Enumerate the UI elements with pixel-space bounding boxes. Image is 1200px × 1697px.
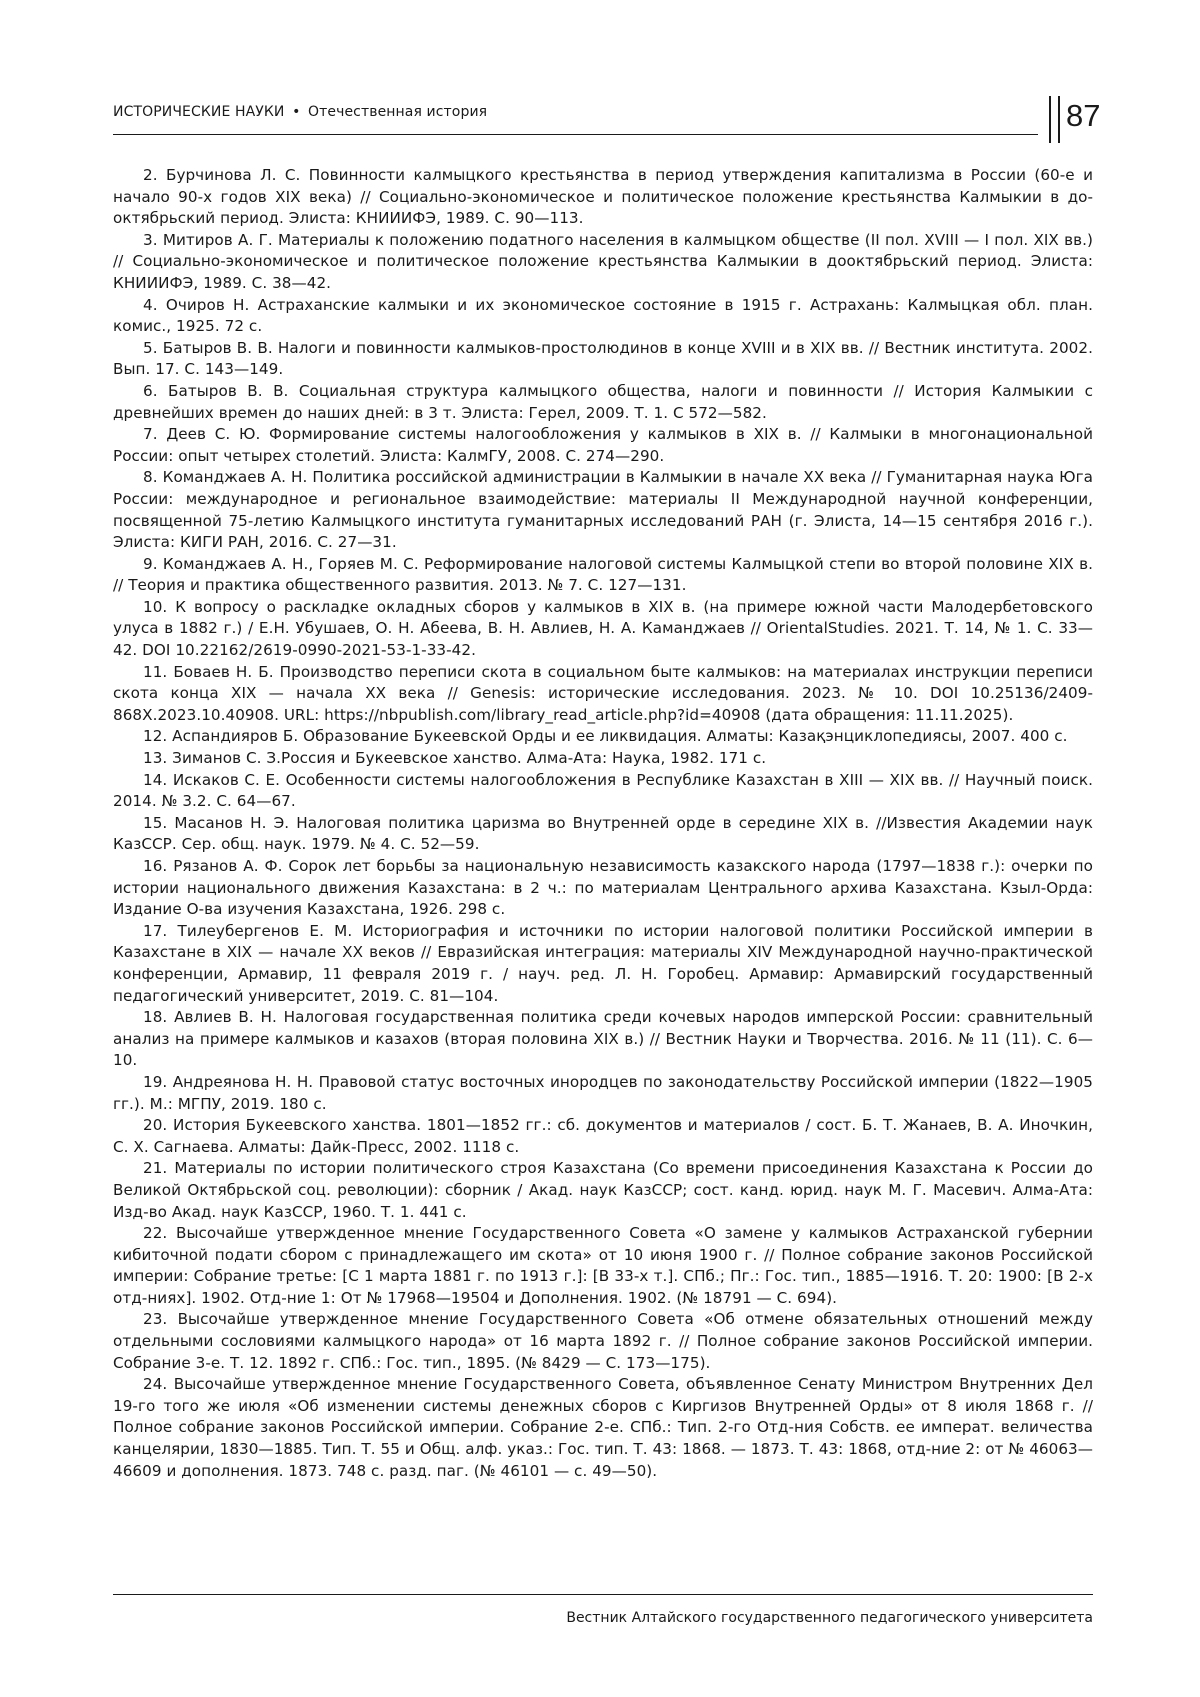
reference-item: 23. Высочайше утвержденное мнение Государственного Совета «Об отмене обязательных отношений между отдельными сословиями калмыцкого народа» от 16 марта 1892 г. // Полное собрание законов Российской империи. Собрание 3-е. Т. 12. 1892 г. СПб.: Гос. тип., 1895. (№ 8429 — С. 173—175). — [113, 1310, 1093, 1372]
reference-item: 17. Тилеубергенов Е. М. Историография и источники по истории налоговой политики Российской империи в Казахстане в XIX — начале XX веков // Евразийская интеграция: материалы XIV Международной научно-практической конференции, Армавир, 11 февраля 2019 г. / науч. ред. Л. Н. Горобец. Армавир: Армавирский государственный педагогический университет, 2019. С. 81—104. — [113, 921, 1093, 1005]
header-separator: • — [292, 104, 301, 120]
reference-list — [113, 165, 1093, 1482]
page-number: 87 — [1066, 98, 1101, 133]
reference-item: 20. История Букеевского ханства. 1801—1852 гг.: сб. документов и материалов / сост. Б. Т. Жанаев, В. А. Иночкин, С. Х. Сагнаева. Алматы: Дайк-Пресс, 2002. 1118 с. — [113, 1116, 1093, 1156]
reference-item: 11. Боваев Н. Б. Производство переписи скота в социальном быте калмыков: на материалах инструкции переписи скота конца XIX — начала XX века // Genesis: исторические исследования. 2023. № 10. DOI 10.25136/2409-868X.2023.10.40908. URL: https://nbpublish.com/library_read_article.php?id=40908 (дата обращения: 11.11.2025). — [113, 662, 1093, 724]
reference-item: 7. Деев С. Ю. Формирование системы налогообложения у калмыков в XIX в. // Калмыки в многонациональной России: опыт четырех столетий. Элиста: КалмГУ, 2008. С. 274—290. — [113, 425, 1093, 465]
reference-item: 24. Высочайше утвержденное мнение Государственного Совета, объявленное Сенату Министром Внутренних Дел 19-го того же июля «Об изменении системы денежных сборов с Киргизов Внутренней Орды» от 8 июля 1868 г. // Полное собрание законов Российской империи. Собрание 2-е. СПб.: Тип. 2-го Отд-ния Собств. ее императ. величества канцелярии, 1830—1885. Тип. Т. 55 и Общ. алф. указ.: Гос. тип. Т. 43: 1868. — 1873. Т. 43: 1868, отд-ние 2: от № 46063—46609 и дополнения. 1873. 748 с. разд. паг. (№ 46101 — с. 49—50). — [113, 1375, 1093, 1480]
reference-item: 19. Андреянова Н. Н. Правовой статус восточных инородцев по законодательству Российской империи (1822—1905 гг.). М.: МГПУ, 2019. 180 с. — [113, 1072, 1093, 1113]
reference-item: 18. Авлиев В. Н. Налоговая государственная политика среди кочевых народов имперской России: сравнительный анализ на примере калмыков и казахов (вторая половина XIX в.) // Вестник Науки и Творчества. 2016. № 11 (11). С. 6—10. — [113, 1008, 1093, 1070]
reference-item: 16. Рязанов А. Ф. Сорок лет борьбы за национальную независимость казакского народа (1797—1838 г.): очерки по истории национального движения Казахстана: в 2 ч.: по материалам Центрального архива Казахстана. Кзыл-Орда: Издание О-ва изучения Казахстана, 1926. 298 с. — [113, 857, 1093, 919]
page-number-bars — [1049, 96, 1060, 143]
reference-item: 4. Очиров Н. Астраханские калмыки и их экономическое состояние в 1915 г. Астрахань: Калмыцкая обл. план. комис., 1925. 72 с. — [113, 295, 1093, 336]
reference-item: 3. Митиров А. Г. Материалы к положению податного населения в калмыцком обществе (II пол. XVIII — I пол. XIX вв.) // Социально-экономическое и политическое положение крестьянства Калмыкии в дооктябрьский период. Элиста: КНИИИФЭ, 1989. С. 38—42. — [113, 230, 1093, 292]
running-header — [113, 100, 1038, 135]
reference-item: 2. Бурчинова Л. С. Повинности калмыцкого крестьянства в период утверждения капитализма в России (60-е и начало 90-х годов XIX века) // Социально-экономическое и политическое положение крестьянства Калмыкии в дооктябрьский период. Элиста: КНИИИФЭ, 1989. С. 90—113. — [113, 166, 1093, 228]
reference-item: 8. Команджаев А. Н. Политика российской администрации в Калмыкии в начале XX века // Гуманитарная наука Юга России: международное и региональное взаимодействие: материалы II Международной научной конференции, посвященной 75-летию Калмыцкого института гуманитарных исследований РАН (г. Элиста, 14—15 сентября 2016 г.). Элиста: КИГИ РАН, 2016. С. 27—31. — [113, 468, 1093, 552]
reference-item: 22. Высочайше утвержденное мнение Государственного Совета «О замене у калмыков Астраханской губернии кибиточной подати сбором с принадлежащего им скота» от 10 июня 1900 г. // Полное собрание законов Российской империи: Собрание третье: [С 1 марта 1881 г. по 1913 г.]: [В 33-х т.]. СПб.; Пг.: Гос. тип., 1885—1916. Т. 20: 1900: [В 2-х отд-ниях]. 1902. Отд-ние 1: От № 17968—19504 и Дополнения. 1902. (№ 18791 — С. 694). — [113, 1224, 1093, 1307]
reference-item: 5. Батыров В. В. Налоги и повинности калмыков-простолюдинов в конце XVIII и в XIX вв. // Вестник института. 2002. Вып. 17. С. 143—149. — [113, 338, 1093, 379]
subsection-title: Отечественная история — [308, 104, 488, 120]
reference-item: 9. Команджаев А. Н., Горяев М. С. Реформирование налоговой системы Калмыцкой степи во второй половине XIX в. // Теория и практика общественного развития. 2013. № 7. С. 127—131. — [113, 554, 1093, 595]
reference-item: 13. Зиманов С. З.Россия и Букеевское ханство. Алма-Ата: Наука, 1982. 171 с. — [143, 749, 767, 768]
reference-item: 6. Батыров В. В. Социальная структура калмыцкого общества, налоги и повинности // История Калмыкии с древнейших времен до наших дней: в 3 т. Элиста: Герел, 2009. Т. 1. С 572—582. — [113, 381, 1093, 422]
reference-item: 21. Материалы по истории политического строя Казахстана (Со времени присоединения Казахстана к России до Великой Октябрьской соц. революции): сборник / Акад. наук КазССР; сост. канд. юрид. наук М. Г. Масевич. Алма-Ата: Изд-во Акад. наук КазССР, 1960. Т. 1. 441 с. — [113, 1159, 1093, 1221]
reference-item: 15. Масанов Н. Э. Налоговая политика царизма во Внутренней орде в середине XIX в. //Известия Академии наук КазССР. Сер. общ. наук. 1979. № 4. С. 52—59. — [113, 813, 1093, 854]
section-title: ИСТОРИЧЕСКИЕ НАУКИ — [113, 104, 285, 120]
reference-item: 10. К вопросу о раскладке окладных сборов у калмыков в XIX в. (на примере южной части Малодербетовского улуса в 1882 г.) / Е.Н. Убушаев, О. Н. Абеева, В. Н. Авлиев, Н. А. Каманджаев // OrientalStudies. 2021. Т. 14, № 1. С. 33—42. DOI 10.22162/2619-0990-2021-53-1-33-42. — [113, 597, 1093, 660]
reference-item: 12. Аспандияров Б. Образование Букеевской Орды и ее ликвидация. Алматы: Казақэнциклопедиясы, 2007. 400 с. — [143, 727, 1068, 746]
footer-rule — [113, 1594, 1093, 1595]
reference-item: 14. Искаков С. Е. Особенности системы налогообложения в Республике Казахстан в XIII — XIX вв. // Научный поиск. 2014. № 3.2. С. 64—67. — [113, 770, 1093, 811]
running-header-text — [113, 104, 487, 120]
journal-footer: Вестник Алтайского государственного педагогического университета — [566, 1610, 1093, 1626]
